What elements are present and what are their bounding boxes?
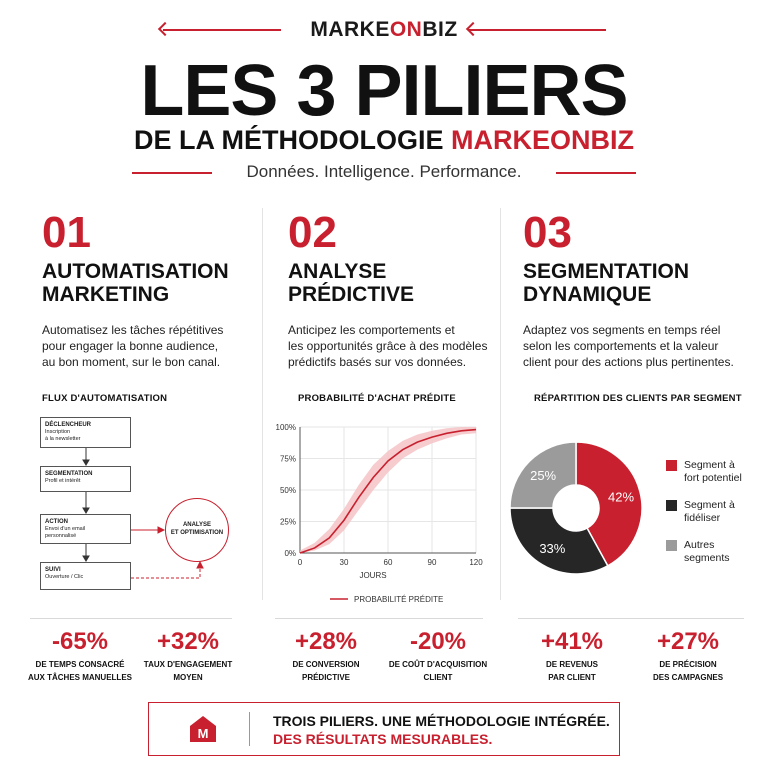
stats-divider bbox=[30, 618, 232, 619]
flow-step-title: SUIVI bbox=[45, 567, 61, 573]
stat-value: +28% bbox=[294, 628, 358, 655]
legend-label: Segment à bbox=[684, 499, 735, 511]
page-subtitle: DE LA MÉTHODOLOGIE MARKEONBIZ bbox=[134, 125, 634, 155]
svg-text:M: M bbox=[197, 726, 209, 741]
stat-label: DE COÛT D'ACQUISITION CLIENT bbox=[388, 660, 488, 682]
pillar-3-number: 03 bbox=[523, 208, 572, 257]
stat-value: -65% bbox=[51, 628, 109, 655]
pillar-3-title-line2: DYNAMIQUE bbox=[523, 283, 652, 306]
y-tick-label: 75% bbox=[279, 454, 296, 464]
flow-analysis-circle bbox=[165, 498, 229, 562]
tagline-right-line bbox=[556, 172, 636, 174]
donut-slice-label: 33% bbox=[539, 541, 566, 557]
donut-title: RÉPARTITION DES CLIENTS PAR SEGMENT bbox=[534, 393, 742, 404]
stat-value: -20% bbox=[409, 628, 467, 655]
pillar-2-description bbox=[288, 322, 498, 370]
x-tick-label: 90 bbox=[427, 558, 437, 567]
desc-line: client pour des actions plus pertinentes. bbox=[523, 355, 734, 369]
analysis-label: ANALYSE bbox=[182, 522, 212, 528]
y-tick-label: 100% bbox=[275, 423, 296, 432]
chart-title: PROBABILITÉ D'ACHAT PRÉDITE bbox=[298, 393, 456, 404]
flow-step-desc: Inscription bbox=[45, 429, 71, 435]
legend-swatch bbox=[666, 500, 677, 511]
y-tick-label: 0% bbox=[284, 549, 296, 558]
flow-step-action bbox=[40, 514, 131, 544]
legend-label: Segment à bbox=[684, 459, 735, 471]
pillar-3-description bbox=[523, 322, 763, 370]
flow-step-desc: personnalisé bbox=[45, 533, 77, 539]
pillar-2-number: 02 bbox=[288, 208, 337, 257]
stat-label: DE TEMPS CONSACRÉ AUX TÂCHES MANUELLES bbox=[27, 660, 132, 682]
stats-divider bbox=[275, 618, 483, 619]
footer-line-2: DES RÉSULTATS MESURABLES. bbox=[273, 731, 493, 747]
pillar-1-title-line1: AUTOMATISATION bbox=[42, 260, 229, 283]
legend-label: Autres bbox=[684, 539, 715, 551]
stat-value: +27% bbox=[656, 628, 720, 655]
stat-value: +32% bbox=[156, 628, 220, 655]
legend-swatch bbox=[666, 460, 677, 471]
donut-slice-label: 25% bbox=[530, 468, 557, 484]
stats-divider bbox=[518, 618, 744, 619]
stat-value: +41% bbox=[540, 628, 604, 655]
pillar-1-number: 01 bbox=[42, 208, 91, 257]
brand-logo: MARKEONBIZ bbox=[310, 18, 458, 41]
pillar-1-title-line2: MARKETING bbox=[42, 283, 170, 306]
donut-slice-label: 42% bbox=[608, 489, 635, 505]
desc-line: selon les comportements et la valeur bbox=[523, 339, 719, 353]
flow-step-title: SEGMENTATION bbox=[45, 471, 93, 477]
x-tick-label: 30 bbox=[339, 558, 349, 567]
legend-label: fidéliser bbox=[684, 512, 721, 524]
flow-step-desc: Ouverture / Clic bbox=[45, 574, 84, 580]
flow-step-desc: à la newsletter bbox=[45, 436, 81, 442]
x-tick-label: 60 bbox=[383, 558, 393, 567]
y-tick-label: 50% bbox=[279, 486, 296, 495]
flow-section-title: FLUX D'AUTOMATISATION bbox=[42, 393, 168, 404]
pillar-2-title-line1: ANALYSE bbox=[288, 260, 387, 283]
pillar-3-title-line1: SEGMENTATION bbox=[523, 260, 690, 283]
legend-label: fort potentiel bbox=[684, 472, 742, 484]
legend-label: segments bbox=[684, 552, 730, 564]
y-tick-label: 25% bbox=[279, 517, 296, 527]
desc-line: Adaptez vos segments en temps réel bbox=[523, 323, 721, 337]
stat-label: TAUX D'ENGAGEMENT MOYEN bbox=[143, 660, 233, 682]
desc-line: au bon moment, sur le bon canal. bbox=[42, 355, 221, 369]
footer-banner bbox=[148, 702, 620, 756]
x-axis-label: JOURS bbox=[359, 571, 387, 580]
desc-line: pour engager la bonne audience, bbox=[42, 339, 219, 353]
desc-line: les opportunités grâce à des modèles bbox=[288, 339, 488, 353]
flow-step-trigger bbox=[40, 417, 131, 448]
stat-label: DE PRÉCISION DES CAMPAGNES bbox=[652, 660, 724, 682]
segment-donut-chart bbox=[500, 420, 768, 600]
footer-separator bbox=[249, 712, 250, 746]
flow-step-desc: Profil et intérêt bbox=[45, 478, 81, 484]
column-divider bbox=[262, 208, 263, 600]
flow-step-desc: Envoi d'un email bbox=[45, 526, 86, 532]
tagline: Données. Intelligence. Performance. bbox=[246, 162, 522, 181]
stat-label: DE REVENUS PAR CLIENT bbox=[545, 660, 598, 682]
x-tick-label: 0 bbox=[297, 558, 303, 567]
flow-step-title: ACTION bbox=[45, 519, 68, 525]
footer-line-1: TROIS PILIERS. UNE MÉTHODOLOGIE INTÉGRÉE. bbox=[273, 713, 610, 729]
flow-step-segmentation bbox=[40, 466, 131, 492]
desc-line: prédictifs basés sur vos données. bbox=[288, 355, 467, 369]
pillar-2-title-line2: PRÉDICTIVE bbox=[288, 283, 415, 306]
purchase-probability-chart bbox=[268, 415, 496, 615]
stat-label: DE CONVERSION PRÉDICTIVE bbox=[292, 660, 360, 682]
x-tick-label: 120 bbox=[469, 558, 483, 567]
page-title: LES 3 PILIERS bbox=[140, 51, 628, 131]
flow-step-title: DÉCLENCHEUR bbox=[45, 422, 92, 428]
legend-label: PROBABILITÉ PRÉDITE bbox=[354, 595, 444, 604]
optimisation-label: ET OPTIMISATION bbox=[170, 530, 224, 536]
house-logo-icon bbox=[189, 715, 217, 743]
desc-line: Anticipez les comportements et bbox=[288, 323, 455, 337]
desc-line: Automatisez les tâches répétitives bbox=[42, 323, 224, 337]
flow-step-follow-up bbox=[40, 562, 131, 590]
legend-swatch bbox=[666, 540, 677, 551]
